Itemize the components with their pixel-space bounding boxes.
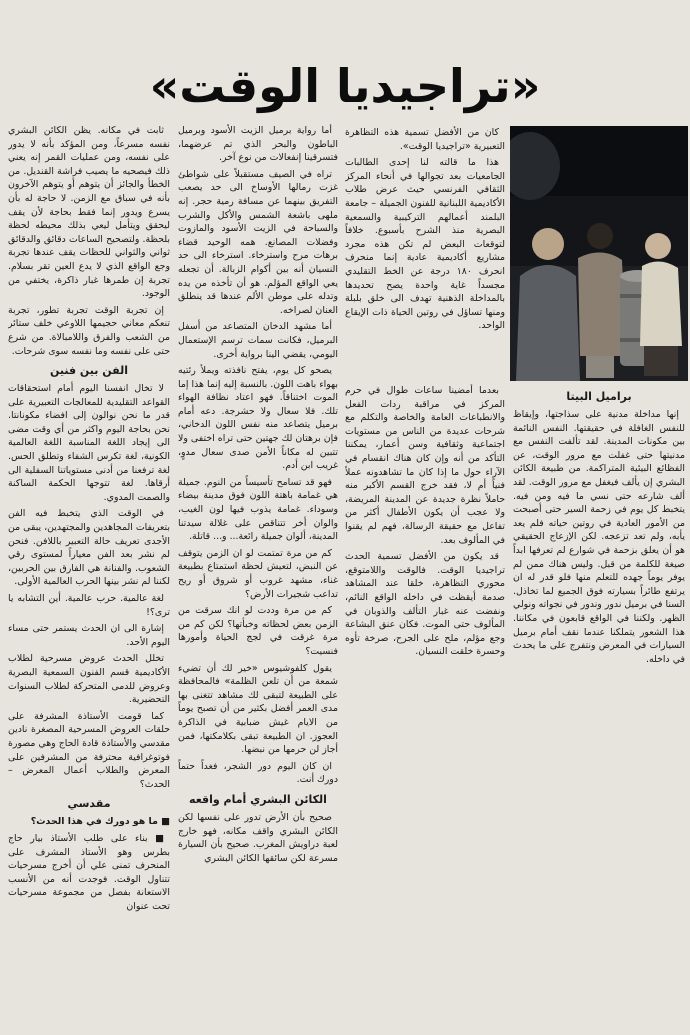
paragraph: إشارة الى ان الحدث يستمر حتى مساء اليوم الأحد.	[8, 623, 170, 648]
column-a-top	[345, 126, 505, 381]
section-heading: مقدسي	[67, 797, 111, 811]
column-c	[8, 124, 170, 1027]
photo-illustration	[510, 126, 688, 381]
section-heading: الفن بين فنين	[50, 364, 128, 378]
paragraph: كم من مرة وددت لو انك سرقت من الزمن بعض لحظاته وخبأتها؟ لكن كم من مرة غرقت في لجج الحياة وأمورها فنسيت؟	[178, 605, 338, 657]
paragraph: قد يكون من الأفضل تسمية الحدث تراجيديا الوقت. فالوقت واللامتوقع، محوري التظاهرة، خلقا عند المشاهد صدمة أيقظت في داخله الواقع النائم، ونفضت عنه غبار التألف والذوبان في المألوف حتى الموت. فكان عنق البشاعة وجع مؤلم، ملح على الجرح، صرخة تأوه وحسرة خلقت النسيان.	[345, 551, 505, 658]
page-title: «تراجيديا الوقت»	[149, 59, 541, 113]
paragraph: صحيح بأن الأرض تدور على نفسها لكن الكائن البشري واقف مكانه، فهو خارج لعبة دراويش المغرب. صحيح بأن السيارة مسرعة لكن سائقها الكائن البشري	[178, 811, 338, 864]
section-heading: الكائن البشري أمام واقعه	[189, 792, 327, 806]
paragraph: كم من مرة تمتمت لو ان الزمن يتوقف عن النبض، لتعيش لحظة استمتاع بطبيعة غناء، مشهد غروب أو شروق أو ريح تداعب شجيرات الأرض؟	[178, 547, 338, 600]
column-a-right	[513, 384, 685, 1027]
paragraph: ■ بناء على طلب الأستاذ بيار حاج بطرس وهو الأستاذ المشرف على المنحرف تمنى علي أن أخرج مسرحيات تتناول الوقت. فوجدت أنه من الأنسب الاستعانة بفصل من مجموعة مسرحيات تحت عنوان	[8, 832, 170, 912]
paragraph: في الوقت الذي يتخبط فيه الفن بتعريفات المجاهدين والمجتهدين، يبقى من الأجدى تعريف حالة التعبير باللافن. فنحن لم نشر بعد الفن معياراً لمستوى رقي الشعوب. والفنانة هي الفارق بين الحربين، لكننا لم نشر بينها الحرب العالمية الأولى.	[8, 508, 170, 588]
section-heading: براميل البيتا	[566, 390, 632, 403]
column-a-mid	[345, 384, 505, 1027]
paragraph: تخلل الحدث عروض مسرحية لطلاب الأكاديمية قسم الفنون السمعية البصرية وعروض للدمى المتحركة لطلاب السنوات التحضيرية.	[8, 653, 170, 706]
paragraph: تراه في الصيف مستقبلاً على شواطئ غزت رمالها الأوساخ الى حد يصعب التفريق بينهما عن مسافة رمية حجر. إنه ملهى باشعة الشمس والأكل والشرب والسباحة في الزيت الأسود والمازوت وفضلات المصانع. همه الوحيد قضاء برهات مرح واسترخاء. استرخاء الى حد النسيان أنه بين أكوام الزبالة. أن تجعله يعي الواقع المؤلم. هو أن تأخذه من يده وتدله على موطن الألم عندها قد ينطلق العنان لصراخه.	[178, 168, 338, 316]
paragraph: يصحو كل يوم، يفتح نافذته ويملأ رئتيه بهواء باهت اللون. بالنسبة إليه إنما هذا إما الموت اختناقاً. فهو اعتاد نظافة الهواء تلك. فلا سعال ولا حشرجة. دعه أمام برميل يتصاعد منه نفس اللون الدخاني، فإن برهتان لك جهتين حتى تراه اختفى ولا تتبين له مكاناً الأمن صدى سعال مدوٍ، غريب ابن أدم.	[178, 365, 338, 472]
paragraph: كما قومت الأستاذة المشرفة على حلقات العروض المسرحية المصغرة نادين مقدسي والأستاذة قادة الحاج وهي مصورة فوتوغرافية محترفة من المشرفين على المعرض والطلاب أعمال المعرض – الحدث؟	[8, 710, 170, 790]
paragraph: ان كان اليوم دور الشجر، فغداً حتماً دورك أنت.	[178, 760, 338, 786]
paragraph: ثابت في مكانه. يظن الكائن البشري نفسه مسرعاً، ومن المؤكد بأنه لا يدور على نفسه، ومن عمليات القمر إنه يعني ذلك فيصحيه ما يصيب فراشة القنديل. من الخطأ والجائز أن يتوهم أو يتوهم الآخرون بأنه في سباق مع الزمن. لا حاجة له بأن يسرع ويدور إنما فقط بحاجة لأن يقف ليحقق ويتأمل ليعي بذلك محيطه لحظة بلحظة. ولتصحيح الساعات دقائق والدقائق ثواني والثواني للحظات يقف عندها تجربة وجع الواقع الذي لا يدع العين تقر بسلام. تجربة إن طمرها غبار ذاكرة، يختفي من الوجود.	[8, 125, 170, 300]
paragraph: كان من الأفضل تسمية هذه التظاهرة التعبيرية «تراجيديا الوقت».	[345, 127, 505, 152]
paragraph: يقول كلفوشيوس «خير لك أن تضيء شمعة من أن تلعن الظلمة» فالمحافظة على الطبيعة لتبقى لك مشاهد تتغنى بها مدى العمر أفضل بكثير من أن تصبح يوماً من الايام غيش ضبابية في الذاكرة العجوز. ان الطبيعة تبقى بكلامكتها، فمن أجاز لن حرمها من نبضها.	[178, 662, 338, 756]
interview-question: ■ ما هو دورك في هذا الحدث؟	[30, 816, 170, 828]
paragraph: إن تجربة الوقت تجربة تطور، تجربة تنعكم معاني حجيمها اللاوعي خلف ستائر من الشعب والفرق واللامبالاة. من شرع حتى على نفسه وما نفسه سوى شرحات.	[8, 304, 170, 357]
event-photo	[510, 126, 688, 381]
paragraph: بعدما أمضينا ساعات طوال في حرم المركز في مراقبة ردات الفعل والانطباعات العامة والخاصة والتكلم مع شرحات عديدة من الناس من مستويات اجتماعية وثقافية وسن أعمار، يمكننا التأكد من أنه وإن كان هناك انقسام في الآراء حول ما إذا كان ما تشاهدونه عملاً فنياً أم لا، فقد خرج القسم الأكبر منه حاملاً نظرة جديدة عن المدينة المريضة، ولا عجب أن يكون الأطفال أكثر من تفاعل مع حقيقة الرسالة، فهم لم يقنوا في المألوف بعد.	[345, 385, 505, 546]
paragraph: لغة عالمية. حرب عالمية. أين التشابه يا ترى؟!	[8, 593, 170, 618]
paragraph: أما رواية برميل الزيت الأسود وبرميل الباطون والبحر الذي تم عرضهما، فتسرقينا إنفعالات من نوع آخر.	[178, 125, 338, 164]
paragraph: هذا ما قالته لنا إحدى الطالبات الجامعيات بعد تجوالها في أنحاء المركز الثقافي الفرنسي حيث عرض طلاب الأكاديمية اللبنانية للفنون الجميلة – جامعة البلمند أعمالهم التركيبية والسمعية البصرية منذ الشرح بأسبوع. خلافاً لتوقعات البعض لم تكن هذه مجرد مشاريع أكاديمية عادية إنما منحرف انحرف ١٨٠ درجة عن الخط التقليدي مجسداً غاية واحدة يصح تحديدها بالمداخلة الذهنية تهدف الى خلق بلبلة ومنها تساؤل في روتين الحياة ذات الإيقاع الواحد.	[345, 157, 505, 332]
paragraph: لا تخال انفسنا اليوم أمام استحقاقات القواعد التقليدية للمعالجات التعبيرية على قدر ما نحن نوالون إلى افضاء مكونانتا. نحن بحاجة اليوم واكثر من أي وقت مضى الى إيجاد اللغة المناسبة اللغة العالمية الكونية، لغة تكرس الشفاء وتطلق الحس. لغة ترفعنا من أدنى مستوياتنا السفلية الى أرقاها. لغة تتوجها الحكمة الساكنة والصمت المدوي.	[8, 383, 170, 503]
paragraph: فهو قد تسامح تأسيساً من النوم. جميلة هي غمامة باهتة اللون فوق مدينة بيضاء وسوداء. غمامة يذوب فيها لون الغيب، والوان أخر تتناقص على غلالة سيدتنا المدينة، ألوان جميلة رائعة... و... قاتلة.	[178, 476, 338, 543]
paragraph: إنها مداخلة مدنية على سذاجتها، وإيقاظ للنفس الغافلة في حقيقتها. النفس النائمة بين مكونات المدينة. لقد تألفت النفس مع مدنيتها حتى غفلت مع مرور الوقت، عن الفظائع البيئية المتراكمة. من طبيعة الكائن البشري إن يألف فيغفل مع مرور الوقت. لقد ألف شارعه حتى نسي ما فيه ومن فيه. يتخبط كل يوم في زحمة السير حتى أصبحت من الأمور العادية في روتين حياته فلم يعد يأبه، ولم تعد تزعجه. لكن الإزعاج الحقيقي هو أن يعلق بزحمة في شوارع لم تعرفها ابداً صيغة للكلمة من قبل. وليس هناك ممن لم يوفر يوماً جهده للتعلم منها فلو قدر له ان يرتفع طائراً بسيارته فوق الجميع لما تخاذل. السنا في برميل ندور وندور في نجواته ونولي الظهر. ولكننا في الواقع قابعون في مكاننا. هذا الشعور يتملكنا عندما نقف أمام برميل السيارات في المعرض ونتفرج على ما يحدث في داخله.	[513, 409, 685, 665]
paragraph: أما مشهد الدخان المتصاعد من أسفل البرميل، فكانت سمات ترسم الإستعمال اليومي، يقضي الينا برواية أخرى.	[178, 321, 338, 360]
column-b	[178, 124, 338, 1027]
